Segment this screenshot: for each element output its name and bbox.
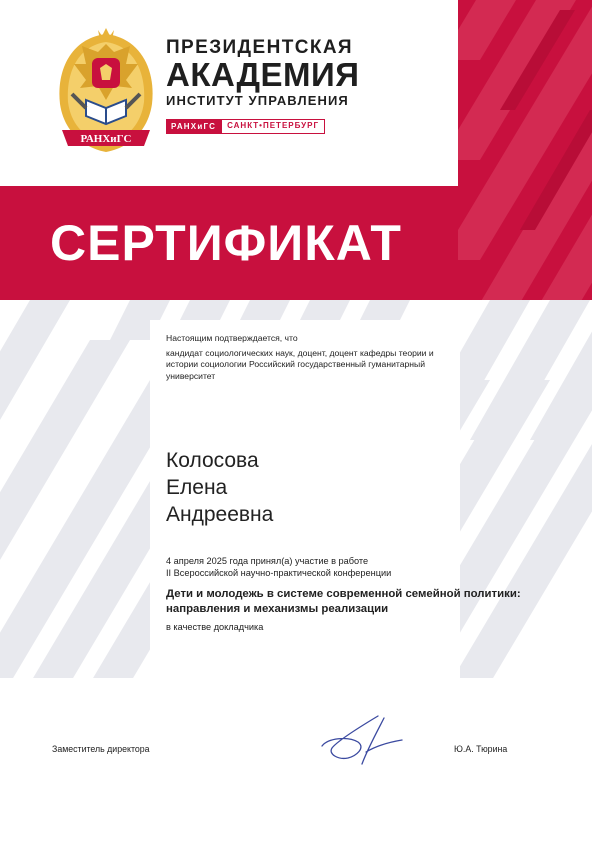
org-tag-city: САНКТ•ПЕТЕРБУРГ bbox=[221, 119, 325, 134]
emblem-ribbon-text: РАНХиГС bbox=[80, 133, 132, 145]
org-tags bbox=[166, 119, 359, 134]
recipient-intro bbox=[166, 333, 466, 382]
org-name-line2: АКАДЕМИЯ bbox=[166, 56, 360, 93]
event-details bbox=[166, 555, 526, 633]
handwritten-signature bbox=[318, 712, 404, 770]
participation-role: в качестве докладчика bbox=[166, 622, 264, 632]
academy-emblem-logo bbox=[52, 24, 160, 158]
organization-name-block bbox=[166, 38, 359, 134]
certificate-title: СЕРТИФИКАТ bbox=[50, 215, 402, 271]
org-name-line1: ПРЕЗИДЕНТСКАЯ bbox=[166, 37, 353, 58]
recipient-name bbox=[166, 447, 273, 528]
event-date-line: 4 апреля 2025 года принял(а) участие в работе bbox=[166, 556, 369, 566]
org-name-line3: ИНСТИТУТ УПРАВЛЕНИЯ bbox=[166, 93, 349, 108]
recipient-description: кандидат социологических наук, доцент, доцент кафедры теории и истории социологии Российский государственный гуманитарный университет bbox=[166, 347, 434, 381]
red-stripes bbox=[440, 0, 592, 320]
org-tag-abbrev: РАНХиГС bbox=[166, 119, 221, 134]
recipient-last-name: Колосова bbox=[166, 449, 259, 472]
event-name: II Всероссийской научно-практической конференции bbox=[166, 568, 392, 578]
recipient-middle-name: Андреевна bbox=[166, 503, 274, 526]
signer-name: Ю.А. Тюрина bbox=[454, 744, 508, 754]
confirm-text: Настоящим подтверждается, что bbox=[166, 333, 298, 343]
recipient-first-name: Елена bbox=[166, 476, 228, 499]
signer-position: Заместитель директора bbox=[52, 744, 150, 754]
event-topic: Дети и молодежь в системе современной семейной политики: направления и механизмы реализации bbox=[166, 588, 521, 615]
